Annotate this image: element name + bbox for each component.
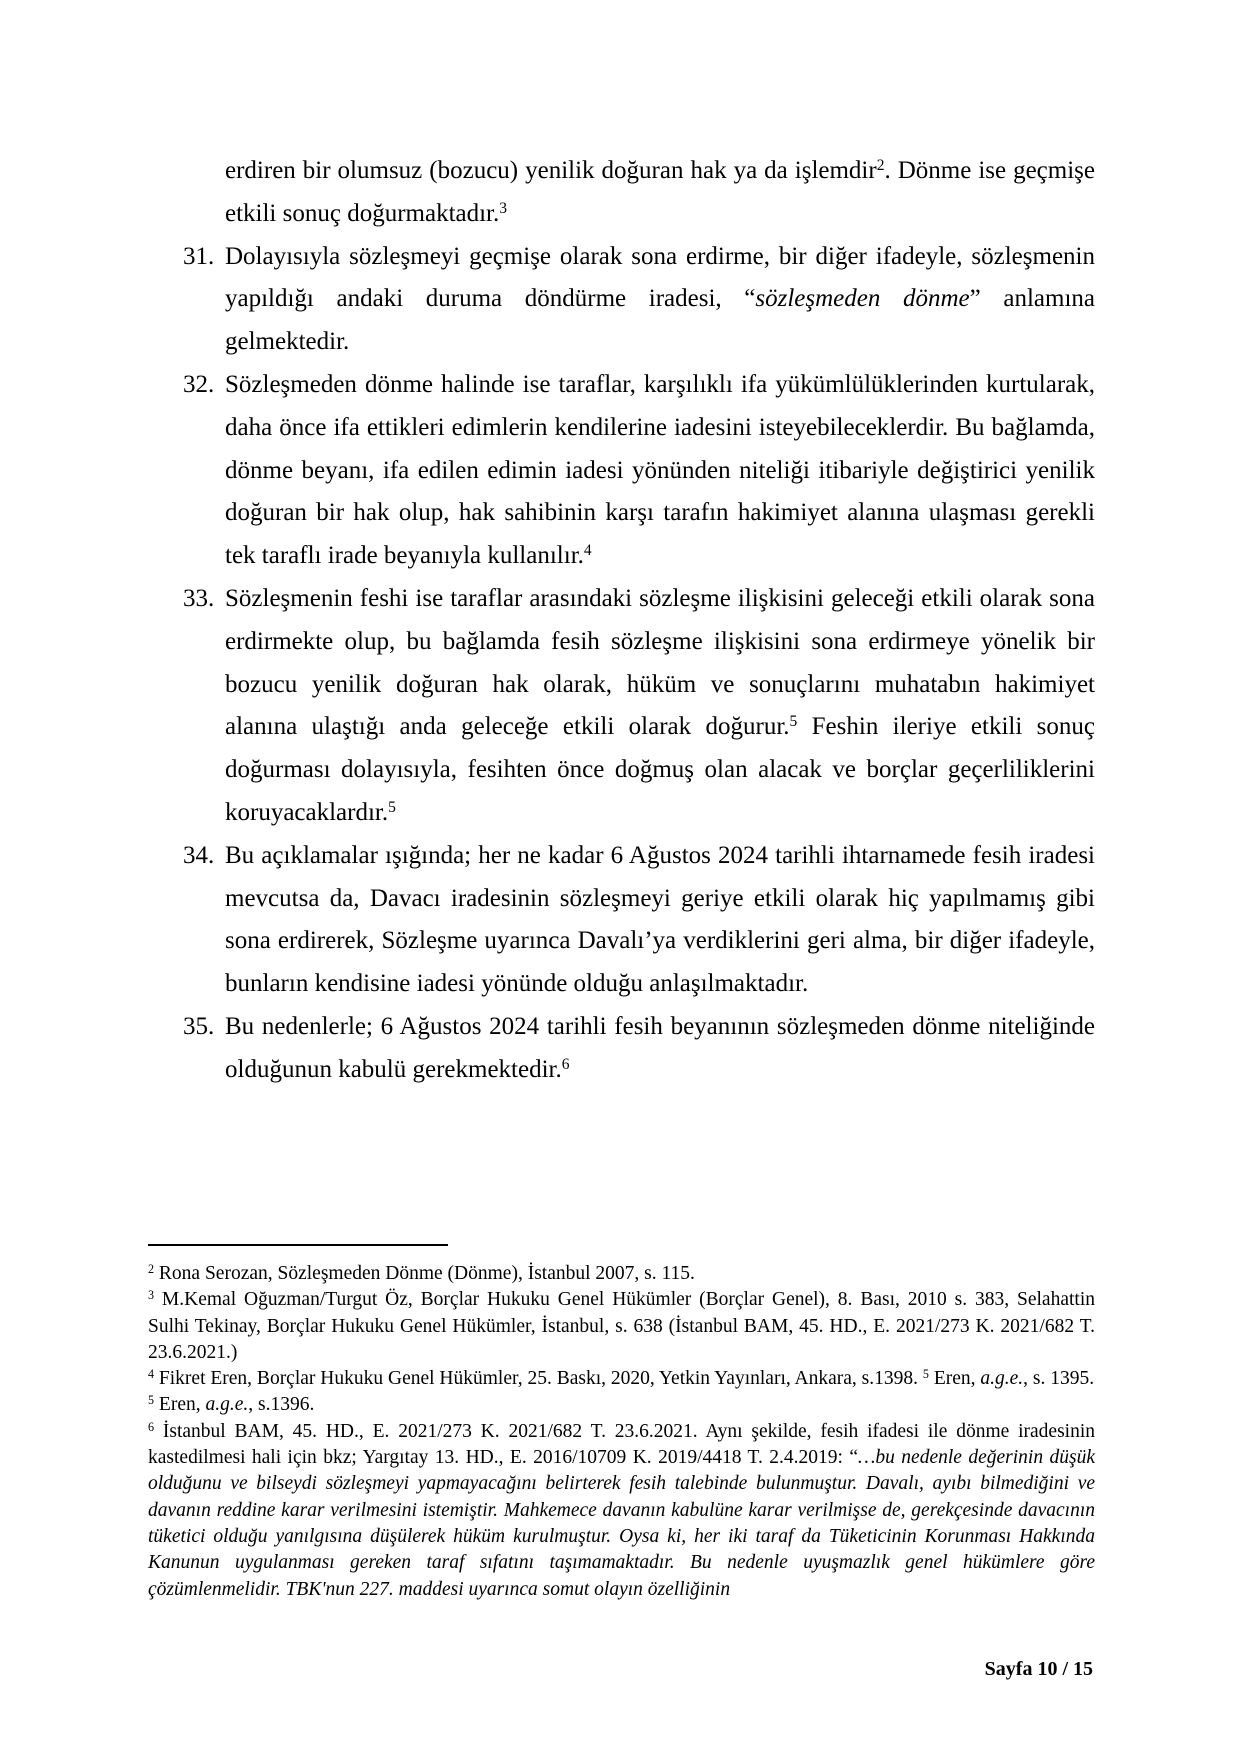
text-run: , s.1396. — [248, 1394, 315, 1416]
text-run: . Dönme ise geçmişe etkili sonuç doğurmaktadır. — [225, 157, 1095, 227]
text-run: erdiren bir olumsuz (bozucu) yenilik doğuran hak ya da işlemdir — [225, 157, 877, 184]
footnote-separator — [148, 1244, 448, 1246]
document-body — [183, 150, 1095, 1092]
footnotes-section — [148, 1261, 1095, 1603]
numbered-paragraph — [183, 578, 1095, 835]
text-run: Eren, — [154, 1394, 206, 1416]
text-run: Feshin ileriye etkili sonuç doğurması dolayısıyla, fesihten önce doğmuş olan alacak ve borçlar geçerliliklerini koruyacaklardır. — [225, 713, 1095, 826]
paragraph-number: 31. — [183, 242, 215, 270]
numbered-paragraph — [183, 364, 1095, 578]
superscript-ref: 4 — [583, 542, 592, 560]
superscript-ref: 4 — [148, 1366, 155, 1381]
superscript-ref: 6 — [148, 1419, 155, 1434]
footnote — [148, 1366, 1095, 1392]
italic-text: sözleşmeden dönme — [755, 285, 970, 313]
footnote — [148, 1392, 1095, 1418]
text-run: Eren, — [928, 1368, 981, 1390]
paragraph-number: 32. — [183, 370, 215, 398]
text-run: , s. 1395. — [1023, 1368, 1095, 1390]
superscript-ref: 3 — [148, 1288, 155, 1303]
italic-text: …bu nedenle değerinin düşük olduğunu ve bilseydi sözleşmeyi yapmayacağını belirterek fesih talebinde bulunmuştur. Davalı, ayıbı bilmediğini ve davanın reddine karar verilmesini istemiştir. Mahkemece davanın kabulüne karar verilmişse de, gerekçesinde davacının tüketici olduğu yanılgısına düşülerek hüküm kurulmuştur. Oysa ki, her iki taraf da Tüketicinin Korunması Hakkında Kanunun uygulanması gereken taraf sıfatını taşımamaktadır. Bu nedenle uyuşmazlık genel hükümlere göre çözümlenmelidir. TBK'nun 227. maddesi uyarınca somut olayın özelliğinin — [148, 1447, 1095, 1600]
superscript-ref: 5 — [388, 798, 396, 816]
text-run: Bu nedenlerle; 6 Ağustos 2024 tarihli fesih beyanının sözleşmeden dönme niteliğinde olduğunun kabulü gerekmektedir. — [225, 1012, 1095, 1083]
text-run: ” anlamına gelmektedir. — [225, 285, 1095, 356]
superscript-ref: 6 — [561, 1055, 570, 1073]
page-number: Sayfa 10 / 15 — [984, 1658, 1093, 1680]
footnote — [148, 1287, 1095, 1366]
superscript-ref: 2 — [876, 156, 885, 174]
numbered-paragraph — [183, 835, 1095, 1006]
italic-text: a.g.e. — [205, 1394, 249, 1416]
superscript-ref: 2 — [148, 1261, 155, 1276]
superscript-ref: 5 — [789, 713, 798, 731]
text-run: İstanbul BAM, 45. HD., E. 2021/273 K. 2021/682 T. 23.6.2021. Aynı şekilde, fesih ifadesi ile dönme iradesinin kastedilmesi hali için bkz; Yargıtay 13. HD., E. 2016/10709 K. 2019/4418 T. 2.4.2019: “ — [148, 1420, 1095, 1469]
numbered-paragraph — [183, 236, 1095, 364]
numbered-paragraph — [183, 1006, 1095, 1092]
superscript-ref: 5 — [148, 1393, 155, 1408]
footnote — [148, 1419, 1095, 1603]
superscript-ref: 5 — [922, 1366, 929, 1381]
text-run: Sözleşmeden dönme halinde ise taraflar, karşılıklı ifa yükümlülüklerinden kurtularak, daha önce ifa ettikleri edimlerin kendilerine iadesini isteyebileceklerdir. Bu bağlamda, dönme beyanı, ifa edilen edimin iadesi yönünden niteliği itibariyle değiştirici yenilik doğuran bir hak olup, hak sahibinin karşı tarafın hakimiyet alanına ulaşması gerekli tek taraflı irade beyanıyla kullanılır. — [225, 370, 1095, 570]
text-run: Bu açıklamalar ışığında; her ne kadar 6 Ağustos 2024 tarihli ihtarnamede fesih iradesi mevcutsa da, Davacı iradesinin sözleşmeyi geriye etkili olarak hiç yapılmamış gibi sona erdirerek, Sözleşme uyarınca Davalı’ya verdiklerini geri alma, bir diğer ifadeyle, bunların kendisine iadesi yönünde olduğu anlaşılmaktadır. — [225, 841, 1095, 998]
italic-text: a.g.e. — [980, 1368, 1024, 1390]
text-run: M.Kemal Oğuzman/Turgut Öz, Borçlar Hukuku Genel Hükümler (Borçlar Genel), 8. Bası, 2010 s. 383, Selahattin Sulhi Tekinay, Borçlar Hukuku Genel Hükümler, İstanbul, s. 638 (İstanbul BAM, 45. HD., E. 2021/273 K. 2021/682 T. 23.6.2021.) — [148, 1289, 1095, 1363]
paragraph-number: 35. — [183, 1012, 215, 1040]
paragraph-number: 33. — [183, 584, 215, 612]
footnote — [148, 1261, 1095, 1287]
text-run: Dolayısıyla sözleşmeyi geçmişe olarak sona erdirme, bir diğer ifadeyle, sözleşmenin yapıldığı andaki duruma döndürme iradesi, “ — [225, 242, 1095, 313]
text-run: Fikret Eren, Borçlar Hukuku Genel Hükümler, 25. Baskı, 2020, Yetkin Yayınları, Ankara, s.1398. — [154, 1368, 923, 1390]
paragraph-number: 34. — [183, 841, 215, 869]
text-run: Rona Serozan, Sözleşmeden Dönme (Dönme), İstanbul 2007, s. 115. — [154, 1263, 695, 1284]
text-run: Sözleşmenin feshi ise taraflar arasındaki sözleşme ilişkisini geleceği etkili olarak sona erdirmekte olup, bu bağlamda fesih sözleşme ilişkisini sona erdirmeye yönelik bir bozucu yenilik doğuran hak olarak, hüküm ve sonuçlarını muhatabın hakimiyet alanına ulaştığı anda geleceğe etkili olarak doğurur. — [225, 584, 1095, 741]
superscript-ref: 3 — [499, 199, 508, 217]
continuation-paragraph — [183, 150, 1095, 236]
